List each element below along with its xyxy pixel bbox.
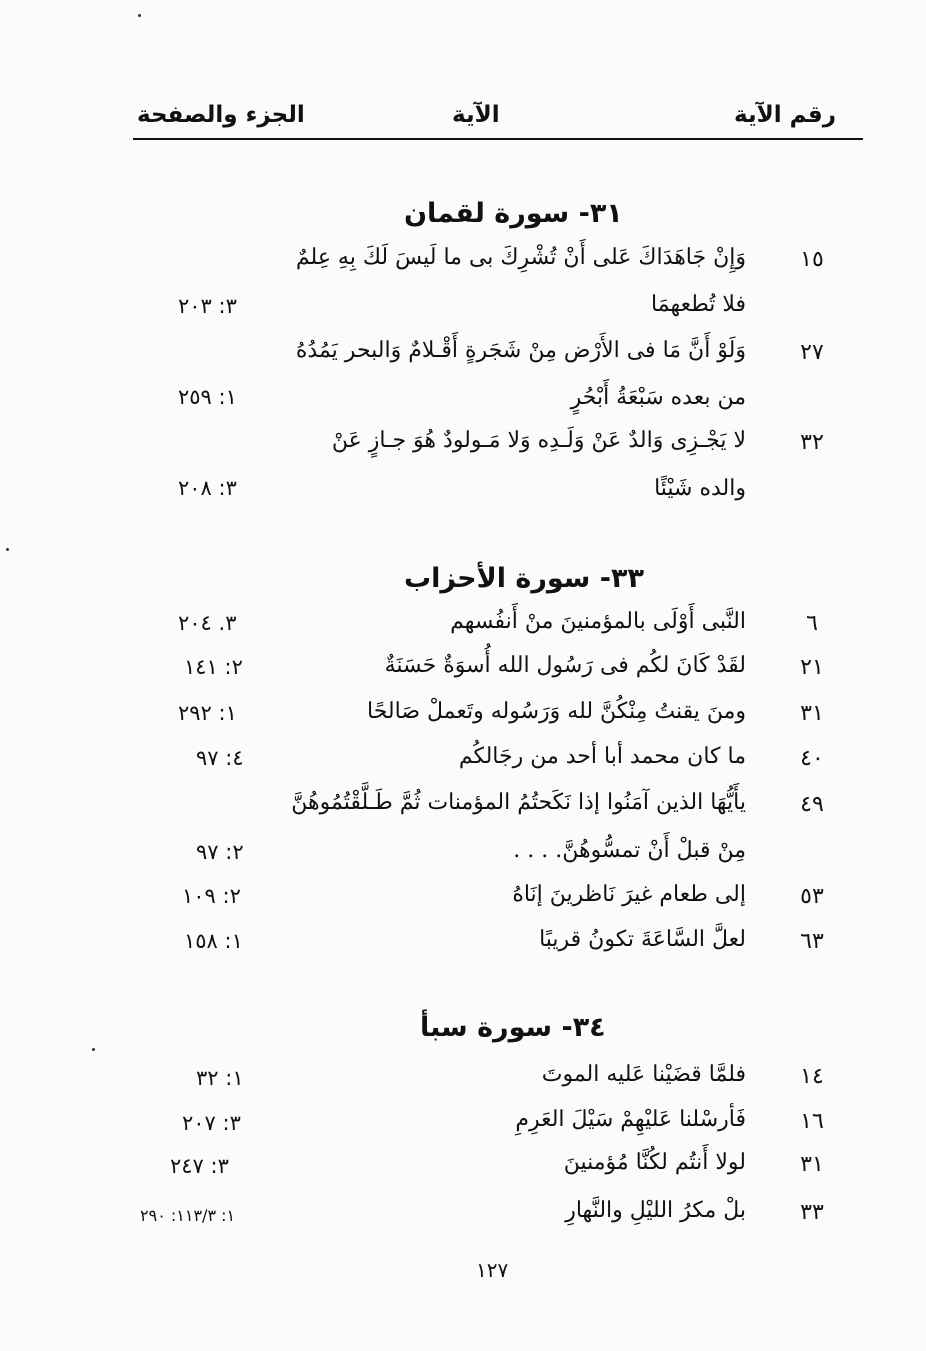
- part-page-ref: ١: ١٥٨: [184, 929, 243, 953]
- verse-number: ٦٣: [800, 929, 824, 954]
- verse-number: ١٦: [800, 1109, 824, 1134]
- verse-text: بلْ مكرُ الليْلِ والنَّهارِ: [565, 1198, 746, 1223]
- header-verse-number: رقم الآية: [734, 102, 836, 128]
- part-page-ref: ١: ٢٩٢: [178, 701, 237, 725]
- verse-text: من بعده سَبْعَةُ أَبْحُرٍ: [570, 385, 746, 410]
- verse-text: وَلَوْ أَنَّ مَا فى الأَرْض مِنْ شَجَرةٍ أَقْـلامٌ وَالبحر يَمُدُهُ: [295, 338, 746, 363]
- part-page-ref: ٢: ١٠٩: [182, 884, 241, 908]
- part-page-ref: ٤: ٩٧: [196, 746, 244, 770]
- verse-number: ٣١: [800, 1152, 824, 1177]
- part-page-ref: ٣: ٢٠٧: [182, 1111, 241, 1135]
- verse-text: ما كان محمد أبا أحد من رجَالكُم: [458, 744, 746, 769]
- verse-text: مِنْ قبلْ أَنْ تمسُّوهُنَّ. . . .: [513, 838, 746, 863]
- verse-text: فلمَّا قضَيْنا عَليه الموتَ: [541, 1062, 746, 1087]
- page-number: ١٢٧: [476, 1258, 509, 1282]
- verse-text: إلى طعام غيرَ نَاظرينَ إنَاهُ: [512, 882, 746, 907]
- header-verse: الآية: [452, 102, 500, 128]
- part-page-ref: ٢: ١٤١: [184, 655, 243, 679]
- verse-number: ٣١: [800, 701, 824, 726]
- verse-text: لا يَجْـزِى وَالدٌ عَنْ وَلَـدِه وَلا مَـولودٌ هُوَ جـازٍ عَنْ: [331, 428, 746, 453]
- verse-number: ٢٧: [800, 340, 824, 365]
- verse-text: لعلَّ السَّاعَةَ تكونُ قريبًا: [539, 927, 746, 952]
- part-page-ref: ٣. ٢٠٤: [178, 611, 237, 635]
- header-rule: [133, 138, 863, 140]
- part-page-ref: ١: ٣٢: [196, 1066, 244, 1090]
- verse-text: النَّبى أَوْلَى بالمؤمنينَ منْ أَنفُسهم: [450, 609, 746, 634]
- verse-text: لولا أَنتُم لكُنَّا مُؤمنينَ: [563, 1150, 746, 1175]
- verse-text: يأَيُّهَا الذين آمَنُوا إذا نَكَحتُمُ المؤمنات ثُمَّ طَـلَّقْتُمُوهُنَّ: [291, 790, 746, 815]
- verse-text: والده شَيْئًا: [654, 476, 746, 501]
- scan-speck: [138, 14, 141, 17]
- verse-text: ومنَ يقنتُ مِنْكُنَّ لله وَرَسُوله وتَعملْ صَالحًا: [367, 699, 746, 724]
- section-title: ٣٣- سورة الأحزاب: [404, 563, 644, 594]
- verse-number: ٣٢: [800, 430, 824, 455]
- part-page-ref: ٣: ٢٠٨: [178, 476, 237, 500]
- verse-number: ٦: [806, 611, 818, 636]
- verse-number: ٢١: [800, 655, 824, 680]
- verse-number: ٣٣: [800, 1200, 824, 1225]
- part-page-ref: ٢: ٩٧: [196, 840, 244, 864]
- scan-speck: [92, 1048, 95, 1051]
- part-page-ref: ١: ١١٣/٣: ٢٩٠: [140, 1206, 236, 1225]
- verse-text: وَإِنْ جَاهَدَاكَ عَلى أَنْ تُشْرِكَ بى ما لَيسَ لَكَ بِهِ عِلمٌ: [295, 245, 746, 270]
- verse-number: ٥٣: [800, 884, 824, 909]
- part-page-ref: ٣: ٢٠٣: [178, 294, 237, 318]
- section-title: ٣١- سورة لقمان: [404, 198, 623, 229]
- verse-number: ١٤: [800, 1064, 824, 1089]
- header-part-page: الجزء والصفحة: [137, 102, 305, 128]
- part-page-ref: ١: ٢٥٩: [178, 385, 237, 409]
- verse-text: فلا تُطعهمَا: [651, 292, 746, 317]
- verse-text: فَأرسْلنا عَليْهِمْ سَيْلَ العَرِمِ: [515, 1107, 746, 1132]
- scan-speck: [6, 548, 9, 551]
- verse-number: ١٥: [800, 247, 824, 272]
- verse-number: ٤٠: [800, 746, 824, 771]
- verse-text: لقَدْ كَانَ لكُم فى رَسُول الله أُسوَةٌ حَسَنَةٌ: [384, 653, 746, 678]
- part-page-ref: ٣: ٢٤٧: [170, 1154, 229, 1178]
- section-title: ٣٤- سورة سبأ: [420, 1012, 606, 1043]
- verse-number: ٤٩: [800, 792, 824, 817]
